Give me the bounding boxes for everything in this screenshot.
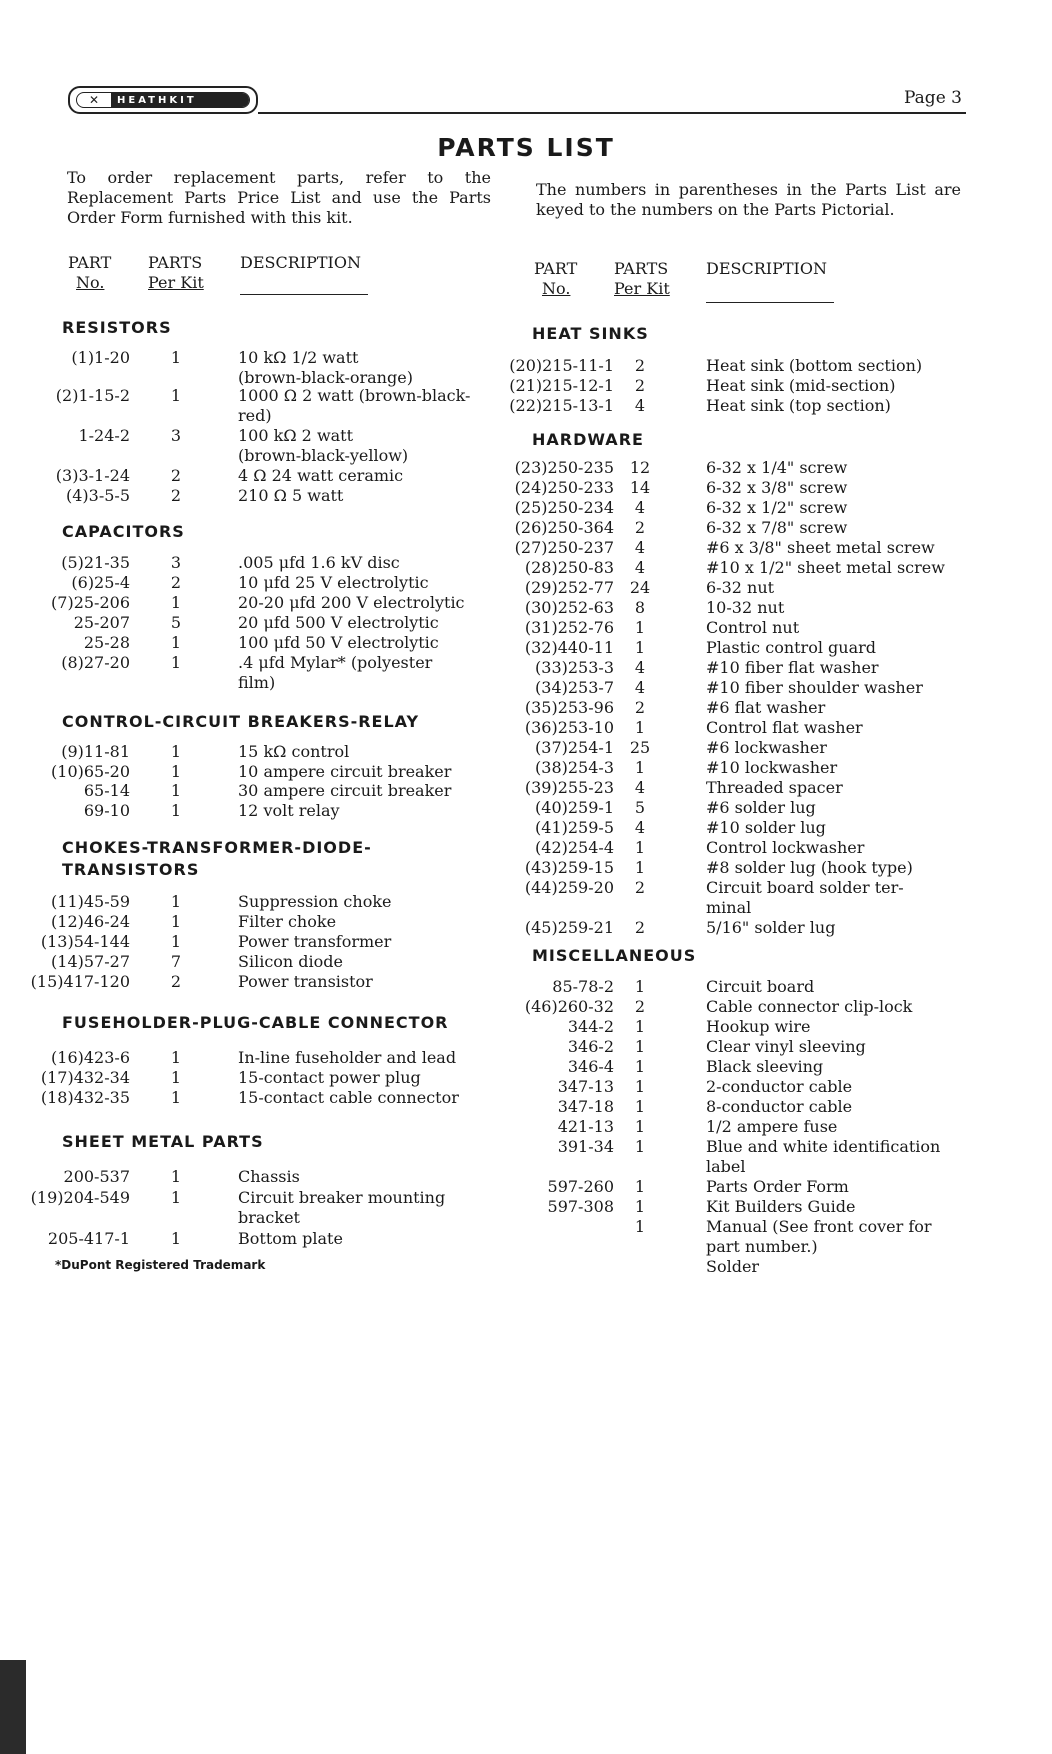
part-description: 20 μfd 500 V electrolytic bbox=[238, 613, 439, 632]
heathkit-logo bbox=[68, 86, 258, 114]
part-description: minal bbox=[706, 898, 752, 917]
parts-per-kit: 1 bbox=[634, 838, 646, 857]
section-heading: SHEET METAL PARTS bbox=[62, 1132, 264, 1151]
part-number: 344-2 bbox=[567, 1017, 614, 1036]
parts-per-kit: 1 bbox=[170, 801, 182, 820]
part-description: .4 μfd Mylar* (polyester bbox=[238, 653, 433, 672]
part-number: 597-260 bbox=[547, 1177, 614, 1196]
part-description: #10 fiber shoulder washer bbox=[706, 678, 923, 697]
part-number: (42)254-4 bbox=[535, 838, 614, 857]
part-number: (14)57-27 bbox=[51, 952, 130, 971]
part-description: In-line fuseholder and lead bbox=[238, 1048, 457, 1067]
parts-per-kit: 24 bbox=[629, 578, 651, 597]
part-description: 5/16" solder lug bbox=[706, 918, 836, 937]
parts-per-kit: 3 bbox=[170, 553, 182, 572]
parts-per-kit: 2 bbox=[634, 376, 646, 395]
part-description: 10 ampere circuit breaker bbox=[238, 762, 452, 781]
parts-per-kit: 1 bbox=[634, 1217, 646, 1236]
part-description: 2-conductor cable bbox=[706, 1077, 853, 1096]
parts-per-kit: 5 bbox=[634, 798, 646, 817]
part-number: (36)253-10 bbox=[524, 718, 614, 737]
parts-per-kit: 25 bbox=[629, 738, 651, 757]
parts-per-kit: 1 bbox=[170, 1088, 182, 1107]
part-description: (brown-black-yellow) bbox=[238, 446, 409, 465]
part-description: 20-20 μfd 200 V electrolytic bbox=[238, 593, 465, 612]
parts-per-kit: 2 bbox=[634, 356, 646, 375]
section-heading: CHOKES-TRANSFORMER-DIODE- bbox=[62, 838, 372, 857]
part-number: (13)54-144 bbox=[40, 932, 130, 951]
part-number: 69-10 bbox=[83, 801, 130, 820]
part-description: Manual (See front cover for bbox=[706, 1217, 932, 1236]
part-number: (35)253-96 bbox=[524, 698, 614, 717]
parts-per-kit: 2 bbox=[170, 486, 182, 505]
parts-per-kit: 1 bbox=[634, 718, 646, 737]
part-number: (4)3-5-5 bbox=[65, 486, 130, 505]
left-part-no-header: PART No. bbox=[68, 253, 112, 292]
part-description: Cable connector clip-lock bbox=[706, 997, 913, 1016]
page-number: Page 3 bbox=[904, 88, 962, 108]
parts-per-kit: 2 bbox=[634, 518, 646, 537]
part-description: 10-32 nut bbox=[706, 598, 785, 617]
part-description: Circuit breaker mounting bbox=[238, 1188, 446, 1207]
part-description: 6-32 x 1/2" screw bbox=[706, 498, 848, 517]
parts-per-kit: 4 bbox=[634, 498, 646, 517]
part-description: #6 x 3/8" sheet metal screw bbox=[706, 538, 935, 557]
part-description: 10 kΩ 1/2 watt bbox=[238, 348, 359, 367]
parts-per-kit: 1 bbox=[170, 348, 182, 367]
parts-per-kit: 1 bbox=[170, 1068, 182, 1087]
right-description-header: DESCRIPTION bbox=[706, 259, 827, 278]
part-description: 1000 Ω 2 watt (brown-black- bbox=[238, 386, 471, 405]
parts-per-kit: 1 bbox=[170, 892, 182, 911]
parts-per-kit: 1 bbox=[634, 1137, 646, 1156]
part-description: 10 μfd 25 V electrolytic bbox=[238, 573, 429, 592]
part-description: Control flat washer bbox=[706, 718, 863, 737]
part-number: (7)25-206 bbox=[51, 593, 130, 612]
part-description: part number.) bbox=[706, 1237, 818, 1256]
part-description: Suppression choke bbox=[238, 892, 392, 911]
part-description: 30 ampere circuit breaker bbox=[238, 781, 452, 800]
part-description: Plastic control guard bbox=[706, 638, 877, 657]
part-number: 1-24-2 bbox=[78, 426, 130, 445]
part-description: #8 solder lug (hook type) bbox=[706, 858, 913, 877]
parts-per-kit: 2 bbox=[170, 972, 182, 991]
section-heading: MISCELLANEOUS bbox=[532, 946, 697, 965]
parts-per-kit: 7 bbox=[170, 952, 182, 971]
part-description: #10 lockwasher bbox=[706, 758, 838, 777]
part-number: 200-537 bbox=[63, 1167, 130, 1186]
part-description: 15-contact power plug bbox=[238, 1068, 421, 1087]
part-number: (20)215-11-1 bbox=[509, 356, 614, 375]
parts-per-kit: 2 bbox=[634, 698, 646, 717]
part-description: 4 Ω 24 watt ceramic bbox=[238, 466, 404, 485]
part-description: Kit Builders Guide bbox=[706, 1197, 856, 1216]
part-description: 1/2 ampere fuse bbox=[706, 1117, 838, 1136]
part-description: Clear vinyl sleeving bbox=[706, 1037, 866, 1056]
part-description: Heat sink (bottom section) bbox=[706, 356, 923, 375]
part-number: (34)253-7 bbox=[535, 678, 614, 697]
part-number: 65-14 bbox=[83, 781, 130, 800]
parts-per-kit: 1 bbox=[634, 1037, 646, 1056]
part-description: 6-32 nut bbox=[706, 578, 775, 597]
part-number: (10)65-20 bbox=[51, 762, 130, 781]
part-description: Control nut bbox=[706, 618, 800, 637]
intro-right: The numbers in parentheses in the Parts List are keyed to the numbers on the Parts Pictorial. bbox=[536, 180, 961, 219]
part-number: (46)260-32 bbox=[524, 997, 614, 1016]
part-number: (24)250-233 bbox=[514, 478, 614, 497]
scan-edge bbox=[0, 1660, 26, 1754]
parts-per-kit: 4 bbox=[634, 678, 646, 697]
parts-per-kit: 1 bbox=[634, 1197, 646, 1216]
part-number: (2)1-15-2 bbox=[55, 386, 130, 405]
parts-per-kit: 1 bbox=[170, 781, 182, 800]
part-description: 15 kΩ control bbox=[238, 742, 350, 761]
left-description-header: DESCRIPTION bbox=[240, 253, 361, 272]
part-number: (22)215-13-1 bbox=[509, 396, 614, 415]
part-number: (28)250-83 bbox=[524, 558, 614, 577]
part-number: (1)1-20 bbox=[71, 348, 130, 367]
part-number: (29)252-77 bbox=[524, 578, 614, 597]
right-part-no-header: PART No. bbox=[534, 259, 578, 298]
parts-per-kit: 1 bbox=[634, 1017, 646, 1036]
part-number: 205-417-1 bbox=[47, 1229, 130, 1248]
parts-per-kit: 1 bbox=[170, 762, 182, 781]
left-parts-per-kit-header: PARTS Per Kit bbox=[148, 253, 204, 292]
part-number: (19)204-549 bbox=[30, 1188, 130, 1207]
parts-per-kit: 1 bbox=[634, 858, 646, 877]
parts-per-kit: 14 bbox=[629, 478, 651, 497]
section-heading-continued: TRANSISTORS bbox=[62, 860, 200, 879]
parts-per-kit: 4 bbox=[634, 778, 646, 797]
part-description: #6 solder lug bbox=[706, 798, 816, 817]
part-description: Hookup wire bbox=[706, 1017, 811, 1036]
part-number: 25-28 bbox=[83, 633, 130, 652]
parts-per-kit: 1 bbox=[634, 618, 646, 637]
part-description: Black sleeving bbox=[706, 1057, 824, 1076]
section-heading: FUSEHOLDER-PLUG-CABLE CONNECTOR bbox=[62, 1013, 449, 1032]
parts-per-kit: 4 bbox=[634, 818, 646, 837]
part-number: 346-4 bbox=[567, 1057, 614, 1076]
part-number: 347-13 bbox=[557, 1077, 614, 1096]
part-number: (5)21-35 bbox=[61, 553, 130, 572]
part-description: Blue and white identification bbox=[706, 1137, 941, 1156]
parts-per-kit: 2 bbox=[170, 573, 182, 592]
parts-per-kit: 1 bbox=[170, 1229, 182, 1248]
part-number: (27)250-237 bbox=[514, 538, 614, 557]
parts-per-kit: 1 bbox=[634, 1077, 646, 1096]
parts-per-kit: 4 bbox=[634, 558, 646, 577]
part-number: (43)259-15 bbox=[524, 858, 614, 877]
part-number: 346-2 bbox=[567, 1037, 614, 1056]
parts-per-kit: 1 bbox=[634, 1097, 646, 1116]
part-number: (12)46-24 bbox=[51, 912, 130, 931]
part-description: Bottom plate bbox=[238, 1229, 343, 1248]
parts-per-kit: 1 bbox=[634, 1177, 646, 1196]
parts-per-kit: 5 bbox=[170, 613, 182, 632]
heathkit-emblem-icon: ✕ bbox=[88, 93, 100, 107]
section-heading: CONTROL-CIRCUIT BREAKERS-RELAY bbox=[62, 712, 420, 731]
parts-per-kit: 2 bbox=[170, 466, 182, 485]
part-number: 347-18 bbox=[557, 1097, 614, 1116]
part-number: (6)25-4 bbox=[71, 573, 130, 592]
part-number: 85-78-2 bbox=[552, 977, 614, 996]
parts-per-kit: 2 bbox=[634, 997, 646, 1016]
part-number: (21)215-12-1 bbox=[509, 376, 614, 395]
parts-per-kit: 1 bbox=[170, 742, 182, 761]
right-description-rule bbox=[706, 302, 834, 303]
part-number: (18)432-35 bbox=[40, 1088, 130, 1107]
part-description: bracket bbox=[238, 1208, 300, 1227]
part-number: (41)259-5 bbox=[535, 818, 614, 837]
part-description: Filter choke bbox=[238, 912, 337, 931]
part-description: Circuit board solder ter- bbox=[706, 878, 904, 897]
part-description: red) bbox=[238, 406, 272, 425]
part-number: (33)253-3 bbox=[535, 658, 614, 677]
right-parts-per-kit-header: PARTS Per Kit bbox=[614, 259, 670, 298]
part-number: (15)417-120 bbox=[30, 972, 130, 991]
parts-per-kit: 1 bbox=[634, 638, 646, 657]
part-number: (45)259-21 bbox=[524, 918, 614, 937]
parts-per-kit: 1 bbox=[170, 912, 182, 931]
part-number: (30)252-63 bbox=[524, 598, 614, 617]
parts-per-kit: 1 bbox=[634, 977, 646, 996]
parts-per-kit: 12 bbox=[629, 458, 651, 477]
part-description: #6 flat washer bbox=[706, 698, 826, 717]
part-number: (17)432-34 bbox=[40, 1068, 130, 1087]
part-number: 391-34 bbox=[557, 1137, 614, 1156]
section-heading: HARDWARE bbox=[532, 430, 644, 449]
part-description: #10 x 1/2" sheet metal screw bbox=[706, 558, 945, 577]
parts-per-kit: 2 bbox=[634, 918, 646, 937]
parts-per-kit: 1 bbox=[634, 1057, 646, 1076]
parts-per-kit: 4 bbox=[634, 538, 646, 557]
part-description: #10 solder lug bbox=[706, 818, 826, 837]
parts-per-kit: 1 bbox=[170, 653, 182, 672]
part-description: 6-32 x 1/4" screw bbox=[706, 458, 848, 477]
parts-per-kit: 1 bbox=[170, 1048, 182, 1067]
part-description: 15-contact cable connector bbox=[238, 1088, 459, 1107]
part-description: label bbox=[706, 1157, 746, 1176]
part-description: 6-32 x 7/8" screw bbox=[706, 518, 848, 537]
part-description: Power transformer bbox=[238, 932, 392, 951]
section-heading: HEAT SINKS bbox=[532, 324, 649, 343]
part-description: #10 fiber flat washer bbox=[706, 658, 879, 677]
part-description: Solder bbox=[706, 1257, 760, 1276]
part-description: 8-conductor cable bbox=[706, 1097, 853, 1116]
logo-brand-text: HEATHKIT bbox=[111, 93, 249, 107]
footnote: *DuPont Registered Trademark bbox=[55, 1258, 266, 1272]
part-number: (23)250-235 bbox=[514, 458, 614, 477]
part-description: Circuit board bbox=[706, 977, 815, 996]
part-description: 210 Ω 5 watt bbox=[238, 486, 344, 505]
part-number: (38)254-3 bbox=[535, 758, 614, 777]
part-number: (9)11-81 bbox=[61, 742, 130, 761]
part-description: 12 volt relay bbox=[238, 801, 340, 820]
part-description: Heat sink (top section) bbox=[706, 396, 891, 415]
part-description: #6 lockwasher bbox=[706, 738, 827, 757]
parts-per-kit: 1 bbox=[170, 932, 182, 951]
part-number: (32)440-11 bbox=[524, 638, 614, 657]
part-number: (40)259-1 bbox=[535, 798, 614, 817]
section-heading: CAPACITORS bbox=[62, 522, 185, 541]
part-number: (26)250-364 bbox=[514, 518, 614, 537]
part-number: (44)259-20 bbox=[524, 878, 614, 897]
part-number: 421-13 bbox=[557, 1117, 614, 1136]
part-number: (11)45-59 bbox=[51, 892, 130, 911]
parts-per-kit: 2 bbox=[634, 878, 646, 897]
part-number: (25)250-234 bbox=[514, 498, 614, 517]
part-description: Chassis bbox=[238, 1167, 300, 1186]
part-number: (16)423-6 bbox=[51, 1048, 130, 1067]
parts-per-kit: 1 bbox=[170, 1188, 182, 1207]
parts-per-kit: 4 bbox=[634, 658, 646, 677]
part-description: .005 μfd 1.6 kV disc bbox=[238, 553, 400, 572]
part-number: (31)252-76 bbox=[524, 618, 614, 637]
part-description: Parts Order Form bbox=[706, 1177, 849, 1196]
part-number: (39)255-23 bbox=[524, 778, 614, 797]
part-description: film) bbox=[238, 673, 276, 692]
part-description: Silicon diode bbox=[238, 952, 343, 971]
parts-per-kit: 1 bbox=[170, 1167, 182, 1186]
part-description: 100 kΩ 2 watt bbox=[238, 426, 354, 445]
part-description: 6-32 x 3/8" screw bbox=[706, 478, 848, 497]
part-description: 100 μfd 50 V electrolytic bbox=[238, 633, 439, 652]
left-description-rule bbox=[240, 294, 368, 295]
part-number: 25-207 bbox=[73, 613, 130, 632]
parts-per-kit: 1 bbox=[170, 593, 182, 612]
part-number: (37)254-1 bbox=[535, 738, 614, 757]
page-title: PARTS LIST bbox=[437, 133, 615, 162]
part-description: Heat sink (mid-section) bbox=[706, 376, 896, 395]
part-description: Power transistor bbox=[238, 972, 373, 991]
part-number: 597-308 bbox=[547, 1197, 614, 1216]
header-rule bbox=[258, 112, 966, 114]
part-description: (brown-black-orange) bbox=[238, 368, 413, 387]
part-number: (8)27-20 bbox=[61, 653, 130, 672]
parts-per-kit: 8 bbox=[634, 598, 646, 617]
section-heading: RESISTORS bbox=[62, 318, 172, 337]
parts-per-kit: 4 bbox=[634, 396, 646, 415]
parts-per-kit: 1 bbox=[170, 633, 182, 652]
parts-per-kit: 1 bbox=[170, 386, 182, 405]
part-description: Threaded spacer bbox=[706, 778, 843, 797]
parts-per-kit: 3 bbox=[170, 426, 182, 445]
intro-left: To order replacement parts, refer to the Replacement Parts Price List and use the Parts Order Form furnished with this kit. bbox=[67, 168, 491, 227]
parts-per-kit: 1 bbox=[634, 1117, 646, 1136]
part-number: (3)3-1-24 bbox=[55, 466, 130, 485]
parts-per-kit: 1 bbox=[634, 758, 646, 777]
part-description: Control lockwasher bbox=[706, 838, 865, 857]
